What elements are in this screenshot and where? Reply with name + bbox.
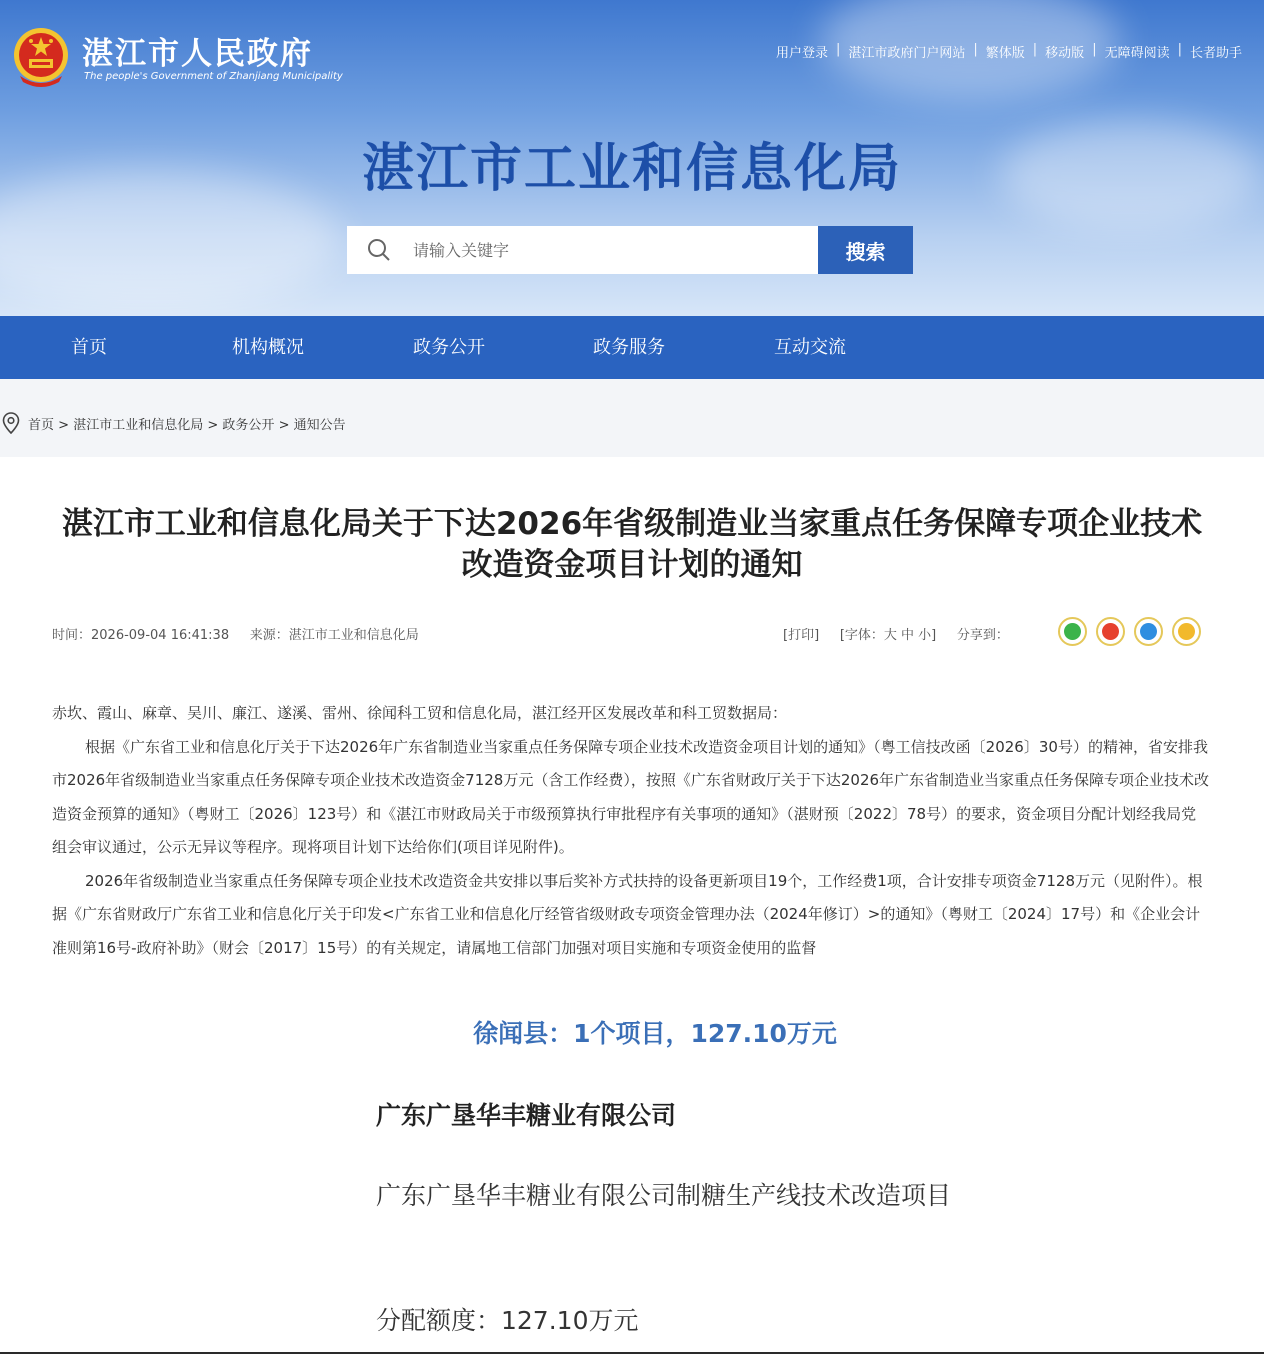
nav-item-home[interactable]: 首页	[71, 337, 107, 358]
main-nav	[0, 316, 1264, 379]
search-icon	[367, 238, 391, 262]
government-title[interactable]: 湛江市人民政府	[82, 36, 313, 72]
qzone-icon[interactable]	[1172, 617, 1201, 646]
nav-item-interaction[interactable]: 互动交流	[774, 337, 846, 358]
qq-icon[interactable]	[1134, 617, 1163, 646]
accessibility-link[interactable]: 无障碍阅读	[1104, 46, 1170, 61]
search-input[interactable]	[413, 226, 803, 274]
breadcrumb-separator: >	[207, 418, 219, 433]
location-pin-icon	[2, 412, 20, 434]
paragraph: 根据《广东省工业和信息化厅关于下达2026年广东省制造业当家重点任务保障专项企业技术改造资金项目计划的通知》（粤工信技改函〔2026〕30号）的精神，省安排我市2026年省级制造业当家重点任务保障专项企业技术改造资金7128万元（含工作经费），按照《广东省财政厅关于下达2026年广东省制造业当家重点任务保障专项企业技术改造资金预算的通知》（粤财工〔2026〕123号）和《湛江市财政局关于市级预算执行审批程序有关事项的通知》（湛财预〔2022〕78号）的要求，资金项目分配计划经我局党组会审议通过，公示无异议等程序。现将项目计划下达给你们(项目详见附件)。	[52, 737, 1210, 856]
breadcrumb-home[interactable]: 首页	[28, 418, 55, 433]
elderly-assistant-link[interactable]: 长者助手	[1189, 46, 1242, 61]
traditional-chinese-link[interactable]: 繁体版	[985, 46, 1025, 61]
article-source: 湛江市工业和信息化局	[288, 628, 419, 643]
article-body	[52, 697, 1210, 965]
breadcrumb-separator: >	[278, 418, 290, 433]
site-title: 湛江市工业和信息化局	[361, 139, 902, 199]
top-links	[768, 42, 1250, 61]
wechat-icon[interactable]	[1058, 617, 1087, 646]
national-emblem-icon	[12, 26, 70, 88]
breadcrumb-separator: >	[58, 418, 70, 433]
print-button[interactable]: [打印]	[783, 628, 820, 643]
nav-item-organization[interactable]: 机构概况	[232, 337, 304, 358]
link-separator: |	[973, 42, 978, 57]
government-subtitle: The people's Government of Zhanjiang Municipality	[84, 71, 343, 82]
search-button[interactable]: 搜索	[818, 226, 913, 274]
article-tools	[783, 624, 1009, 643]
publish-time: 2026-09-04 16:41:38	[91, 628, 230, 643]
county-heading: 徐闻县：1个项目，127.10万元	[473, 1019, 837, 1048]
share-icons	[1058, 617, 1201, 646]
time-label: 时间：	[52, 628, 92, 643]
link-separator: |	[1032, 42, 1038, 57]
paragraph: 2026年省级制造业当家重点任务保障专项企业技术改造资金共安排以事后奖补方式扶持的设备更新项目19个，工作经费1项，合计安排专项资金7128万元（见附件）。根据《广东省财政厅广东省工业和信息化厅关于印发<广东省工业和信息化厅经管省级财政专项资金管理办法（2024年修订）>的通知》（粤财工〔2024〕17号）和《企业会计准则第16号-政府补助》（财会〔2017〕15号）的有关规定，请属地工信部门加强对项目实施和专项资金使用的监督	[52, 871, 1203, 957]
project-name: 广东广垦华丰糖业有限公司制糖生产线技术改造项目	[376, 1181, 952, 1210]
breadcrumb-bureau[interactable]: 湛江市工业和信息化局	[73, 418, 204, 433]
article-meta	[52, 624, 419, 643]
source-label: 来源：	[249, 628, 289, 643]
allocation-amount: 分配额度：127.10万元	[376, 1306, 639, 1335]
link-separator: |	[835, 42, 841, 57]
breadcrumb-gov-affairs[interactable]: 政务公开	[222, 418, 275, 433]
nav-item-gov-affairs[interactable]: 政务公开	[413, 337, 485, 358]
font-size-selector[interactable]: [字体：大 中 小]	[839, 628, 937, 643]
bottom-divider	[0, 1352, 1264, 1354]
search-box	[347, 226, 818, 274]
login-link[interactable]: 用户登录	[775, 46, 828, 61]
link-separator: |	[1177, 42, 1182, 57]
breadcrumb	[28, 414, 346, 433]
article-title: 湛江市工业和信息化局关于下达2026年省级制造业当家重点任务保障专项企业技术改造资金项目计划的通知	[61, 506, 1203, 583]
nav-item-gov-services[interactable]: 政务服务	[593, 337, 665, 358]
company-name: 广东广垦华丰糖业有限公司	[376, 1101, 677, 1130]
breadcrumb-notices[interactable]: 通知公告	[293, 418, 346, 433]
salutation: 赤坎、霞山、麻章、吴川、廉江、遂溪、雷州、徐闻科工贸和信息化局，湛江经开区发展改革和科工贸数据局：	[52, 704, 788, 722]
mobile-link[interactable]: 移动版	[1045, 46, 1085, 61]
share-label: 分享到：	[956, 628, 1009, 643]
link-separator: |	[1092, 42, 1097, 57]
portal-link[interactable]: 湛江市政府门户网站	[848, 46, 966, 61]
weibo-icon[interactable]	[1096, 617, 1125, 646]
